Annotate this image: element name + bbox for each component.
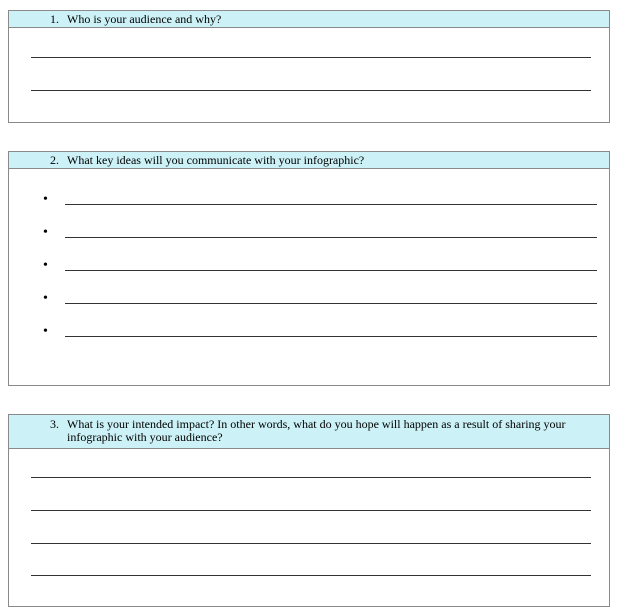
answer-line[interactable]: [31, 510, 591, 511]
answer-line[interactable]: [31, 543, 591, 544]
bullet-marker: •: [43, 258, 48, 273]
bullet-marker: •: [43, 324, 48, 339]
question-text: What key ideas will you communicate with your infographic?: [67, 153, 365, 167]
question-number: 2.: [50, 153, 59, 167]
question-1-box: [8, 10, 610, 123]
bullet-answer-row: [9, 259, 609, 273]
bullet-answer-line[interactable]: [65, 336, 597, 337]
bullet-answer-line[interactable]: [65, 303, 597, 304]
bullet-answer-row: [9, 193, 609, 207]
bullet-answer-row: [9, 325, 609, 339]
question-3-header: [9, 415, 609, 449]
question-number: 3.: [50, 417, 59, 431]
bullet-answer-row: [9, 292, 609, 306]
question-1-header: [9, 11, 609, 28]
question-3-box: [8, 414, 610, 607]
question-2-header: [9, 152, 609, 169]
answer-line[interactable]: [31, 57, 591, 58]
bullet-answer-row: [9, 226, 609, 240]
bullet-marker: •: [43, 291, 48, 306]
bullet-answer-line[interactable]: [65, 270, 597, 271]
question-text: What is your intended impact? In other words, what do you hope will happen as a result of sharing your infographic with your audience?: [67, 417, 566, 444]
answer-line[interactable]: [31, 575, 591, 576]
bullet-marker: •: [43, 225, 48, 240]
bullet-answer-line[interactable]: [65, 237, 597, 238]
answer-line[interactable]: [31, 90, 591, 91]
bullet-answer-line[interactable]: [65, 204, 597, 205]
answer-line[interactable]: [31, 477, 591, 478]
question-2-box: [8, 151, 610, 386]
question-number: 1.: [50, 12, 59, 26]
question-text: Who is your audience and why?: [67, 12, 222, 26]
bullet-marker: •: [43, 192, 48, 207]
